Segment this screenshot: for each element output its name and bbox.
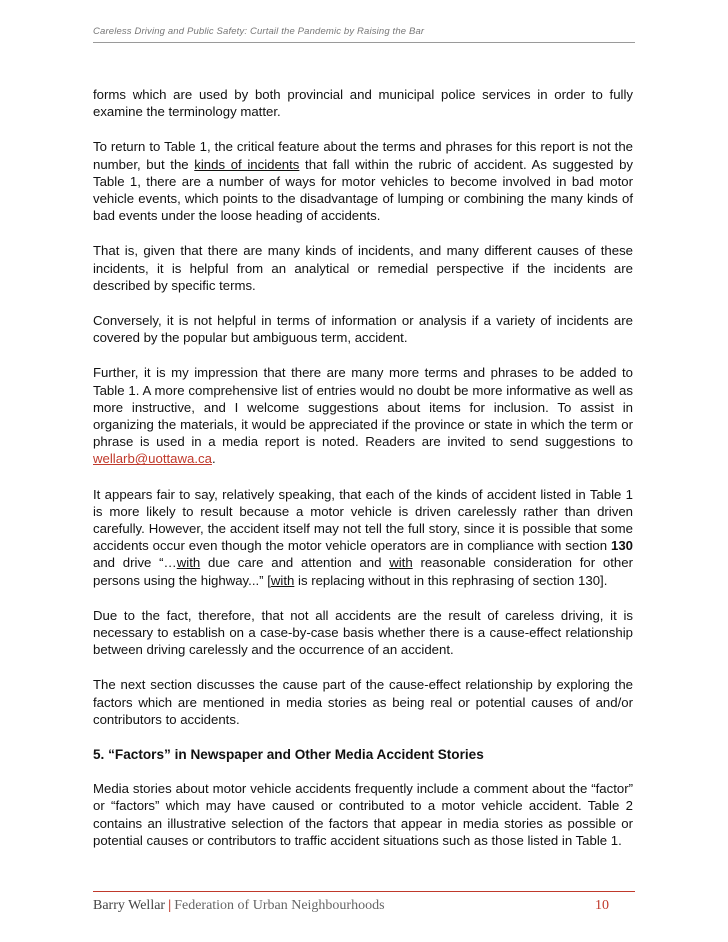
- paragraph-1: forms which are used by both provincial and municipal police services in order to fully examine the terminology matter.: [93, 87, 633, 120]
- paragraph-4: Conversely, it is not helpful in terms of information or analysis if a variety of incidents are covered by the popular but ambiguous term, accident.: [93, 313, 633, 346]
- paragraph-8: The next section discusses the cause part of the cause-effect relationship by exploring the factors which are mentioned in media stories as being real or potential causes of and/or contributors to accidents.: [93, 677, 633, 727]
- section-number: 130: [610, 538, 633, 554]
- text: To return to Table 1, the critical feature about the terms and phrases for this report is not the number, but the: [93, 139, 633, 172]
- text: due care and attention and: [200, 555, 390, 571]
- text: is replacing without in this rephrasing of section 130].: [294, 572, 608, 588]
- paragraph-5: [93, 364, 633, 467]
- text: reasonable consideration for other persons using the highway...” [: [93, 555, 633, 588]
- paragraph-7: Due to the fact, therefore, that not all accidents are the result of careless driving, it is necessary to establish on a case-by-case basis whether there is a cause-effect relationship between driving carelessly and the occurrence of an accident.: [93, 607, 633, 658]
- footer-organization: Federation of Urban Neighbourhoods: [174, 898, 385, 913]
- underlined-text: kinds of incidents: [194, 156, 300, 172]
- underlined-text: with: [270, 572, 295, 588]
- text: that fall within the rubric of accident. As suggested by Table 1, there are a number of ways for motor vehicles to become involved in bad motor vehicle events, which points to the disadvantage of lumping or combining the many kinds of bad events under the loose heading of accidents.: [93, 156, 633, 224]
- page-footer: [93, 891, 635, 914]
- footer-author: Barry Wellar: [93, 898, 166, 913]
- footer-separator: |: [168, 898, 172, 913]
- underlined-text: with: [389, 555, 413, 571]
- underlined-text: with: [176, 555, 201, 571]
- text: It appears fair to say, relatively speaking, that each of the kinds of accident listed in Table 1 is more likely to result because a motor vehicle is driven carelessly rather than driven carefully. However, the accident itself may not tell the full story, since it is possible that some accidents occur even though the motor vehicle operators are in compliance with section: [93, 486, 633, 554]
- text: Further, it is my impression that there are many more terms and phrases to be added to Table 1. A more comprehensive list of entries would no doubt be more informative as well as more instructive, and I welcome suggestions about items for inclusion. To assist in organizing the materials, it would be appreciated if the province or state in which the term or phrase is used in a media report is noted. Readers are invited to send suggestions to: [93, 365, 633, 450]
- document-body: [93, 86, 633, 867]
- paragraph-9: Media stories about motor vehicle accidents frequently include a comment about the “factor” or “factors” which may have caused or contributed to a motor vehicle accident. Table 2 contains an illustrative selection of the factors that appear in media stories as possible or potential causes or contributors to traffic accident situations such as those listed in Table 1.: [93, 781, 633, 848]
- email-link[interactable]: wellarb@uottawa.ca: [93, 451, 212, 467]
- paragraph-2: [93, 138, 633, 224]
- section-heading: 5. “Factors” in Newspaper and Other Media Accident Stories: [93, 747, 484, 763]
- page-number: 10: [595, 898, 609, 913]
- text: .: [211, 451, 216, 467]
- paragraph-3: That is, given that there are many kinds of incidents, and many different causes of these incidents, it is helpful from an analytical or remedial perspective if the incidents are described by specific terms.: [93, 243, 633, 293]
- text: and drive “…: [93, 555, 177, 571]
- paragraph-6: [93, 486, 633, 589]
- running-header: Careless Driving and Public Safety: Curtail the Pandemic by Raising the Bar: [93, 26, 635, 43]
